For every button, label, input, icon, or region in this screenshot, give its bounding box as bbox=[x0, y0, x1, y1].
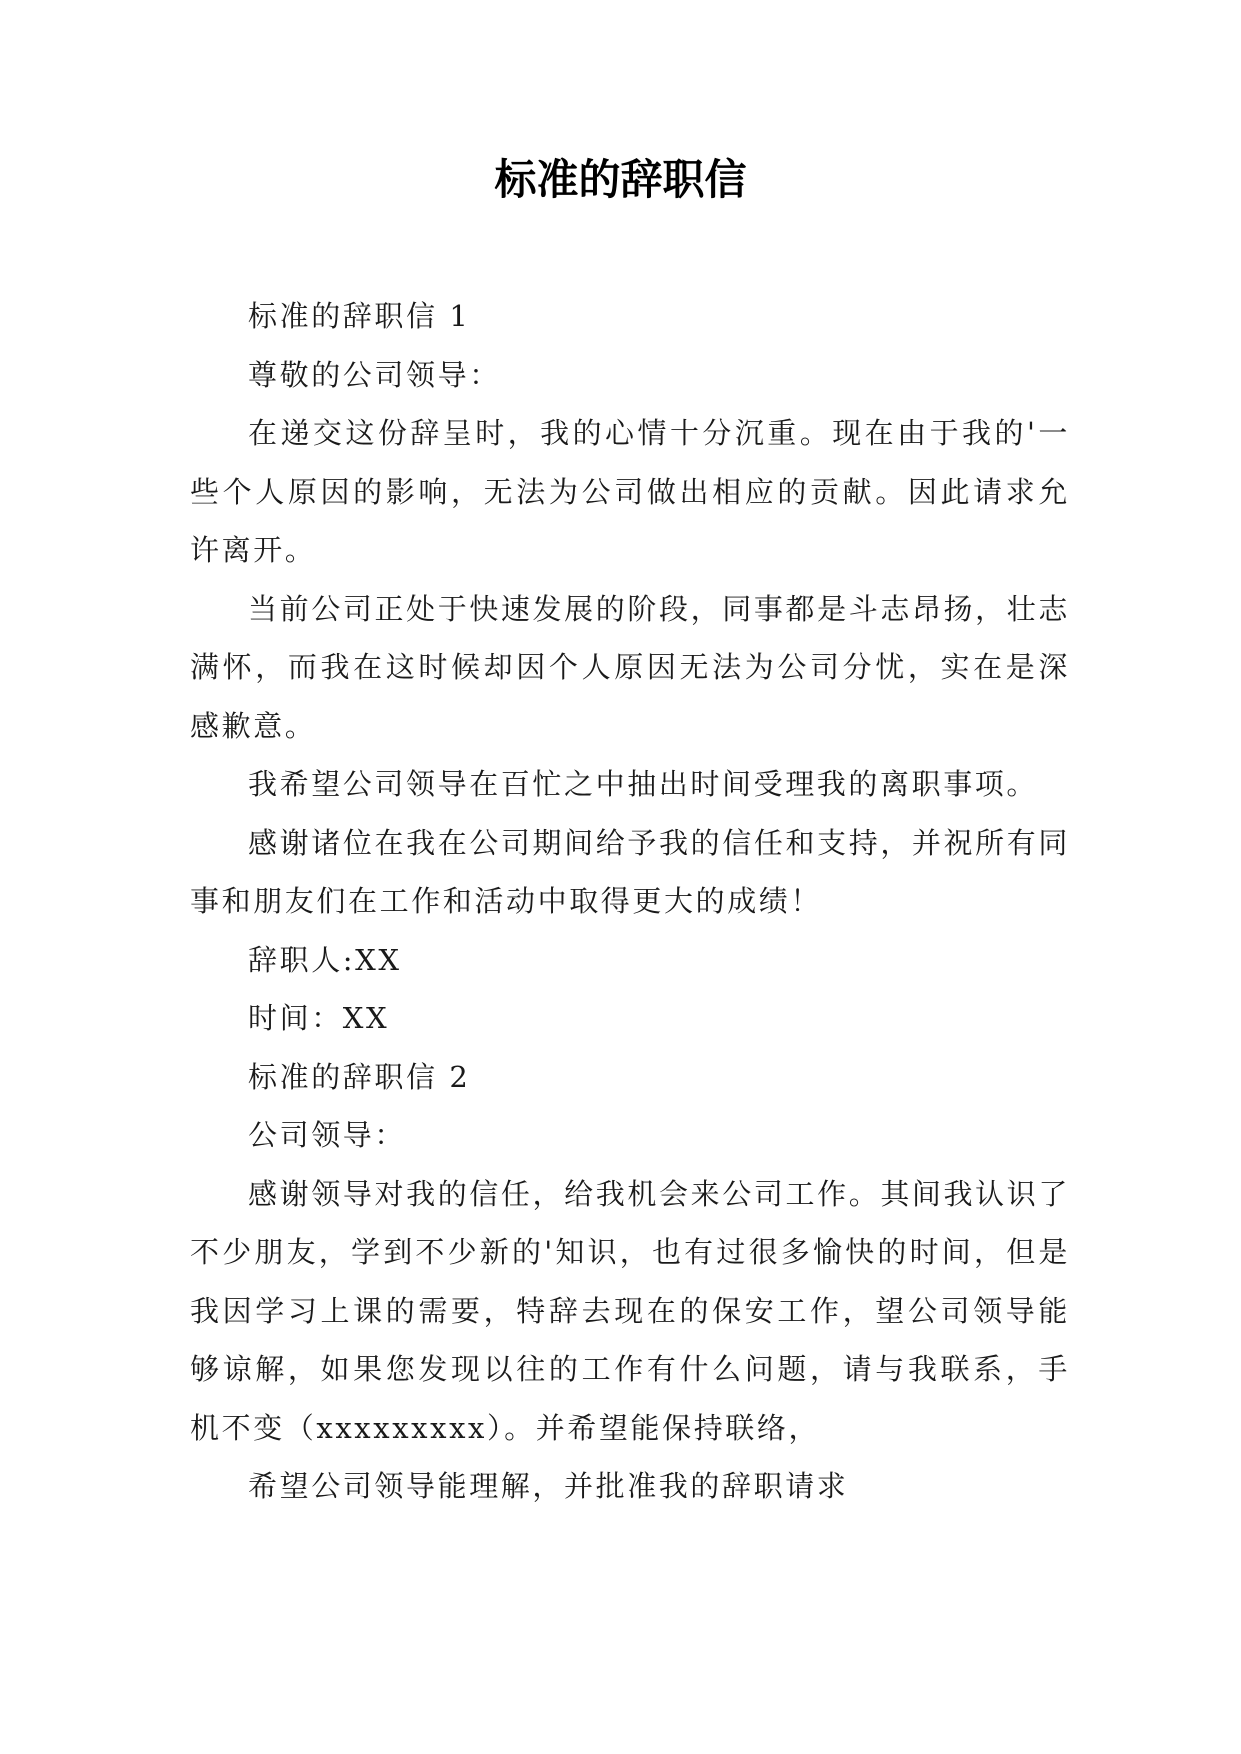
body-paragraph: 感谢领导对我的信任，给我机会来公司工作。其间我认识了不少朋友，学到不少新的'知识，也有过很多愉快的时间，但是我因学习上课的需要，特辞去现在的保安工作，望公司领导能够谅解，如果您发现以往的工作有什么问题，请与我联系，手机不变（xxxxxxxxx）。并希望能保持联络， bbox=[190, 1176, 1070, 1445]
body-paragraph: 感谢诸位在我在公司期间给予我的信任和支持，并祝所有同事和朋友们在工作和活动中取得更大的成绩！ bbox=[190, 825, 1070, 918]
body-paragraph: 希望公司领导能理解，并批准我的辞职请求 bbox=[248, 1469, 849, 1503]
salutation-2: 公司领导： bbox=[248, 1118, 407, 1152]
signature-line: 辞职人:XX bbox=[248, 942, 402, 977]
salutation-1: 尊敬的公司领导： bbox=[248, 357, 501, 392]
date-line: 时间：XX bbox=[248, 1001, 390, 1035]
body-paragraph: 在递交这份辞呈时，我的心情十分沉重。现在由于我的'一些个人原因的影响，无法为公司做出相应的贡献。因此请求允许离开。 bbox=[190, 416, 1070, 567]
section-heading-2: 标准的辞职信 2 bbox=[248, 1059, 471, 1094]
body-paragraph: 我希望公司领导在百忙之中抽出时间受理我的离职事项。 bbox=[248, 767, 1039, 801]
document-body bbox=[190, 287, 1070, 1516]
body-paragraph: 当前公司正处于快速发展的阶段，同事都是斗志昂扬，壮志满怀，而我在这时候却因个人原因无法为公司分忧，实在是深感歉意。 bbox=[190, 591, 1070, 743]
section-heading-1: 标准的辞职信 1 bbox=[248, 299, 471, 333]
document-title: 标准的辞职信 bbox=[494, 155, 747, 204]
